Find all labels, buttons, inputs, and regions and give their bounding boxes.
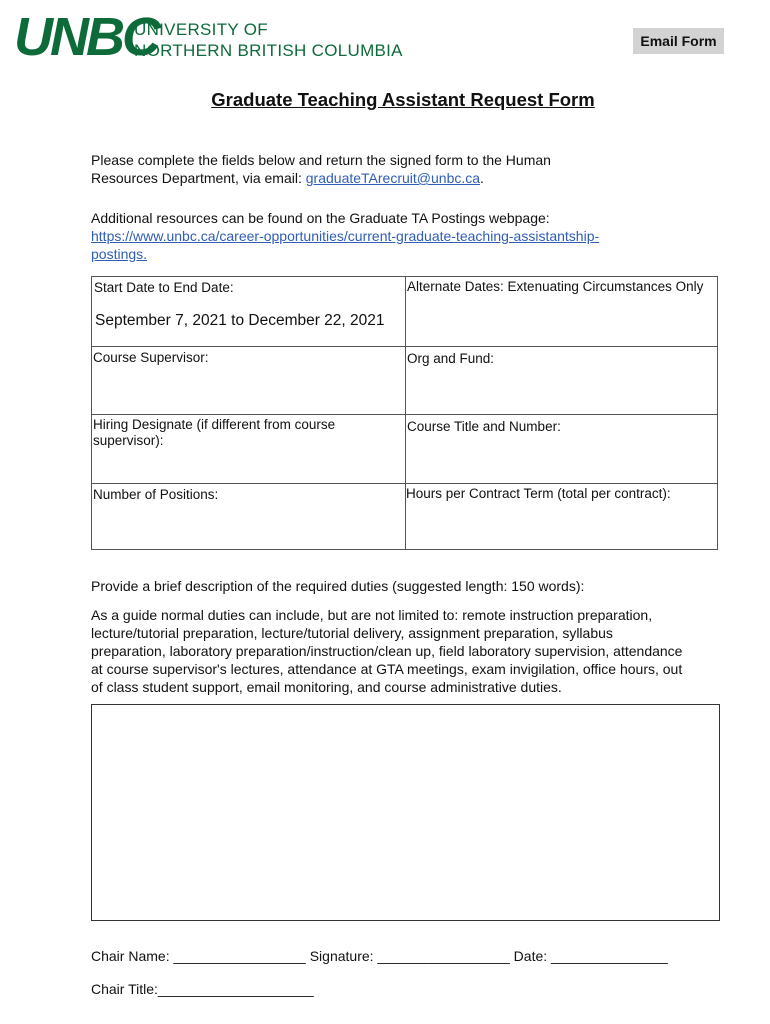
request-fields-table [91,276,718,550]
hiring-designate-line-2: supervisor): [93,433,164,448]
table-divider-row-2 [92,414,717,415]
unbc-logo [14,7,403,72]
duties-description-field[interactable] [91,704,720,921]
logo-mark: UNBC [14,7,158,67]
duties-guide-line-1: As a guide normal duties can include, but are not limited to: remote instruction preparation, [91,607,653,623]
intro-line-2-prefix: Resources Department, via email: [91,170,306,186]
hours-per-contract-label: Hours per Contract Term (total per contract): [406,486,671,501]
table-divider-row-3 [92,483,717,484]
hr-email-link[interactable]: graduateTArecruit@unbc.ca [305,170,481,186]
intro-paragraph [91,151,551,187]
logo-northern-line: NORTHERN BRITISH COLUMBIA [134,41,403,60]
chair-signature-line: Chair Name: _________________ Signature: _________________ Date: _______________ [91,948,668,964]
postings-link-line-2[interactable]: postings. [91,246,148,262]
postings-link-line-1[interactable]: https://www.unbc.ca/career-opportunities/current-graduate-teaching-assistantship- [91,228,600,244]
course-title-label: Course Title and Number: [407,419,561,434]
duties-guide-line-5: of class student support, email monitoring, and course administrative duties. [91,679,562,695]
intro-line-2-suffix: . [480,170,484,186]
number-of-positions-label: Number of Positions: [93,487,219,502]
form-title: Graduate Teaching Assistant Request Form [211,89,595,110]
duties-prompt: Provide a brief description of the required duties (suggested length: 150 words): [91,578,585,594]
email-form-button[interactable]: Email Form [633,28,724,54]
resources-line: Additional resources can be found on the Graduate TA Postings webpage: [91,210,550,226]
duties-guide-line-3: preparation, laboratory preparation/instruction/clean up, field laboratory supervision, attendance [91,643,683,659]
duties-guide [91,606,682,696]
alternate-dates-label: Alternate Dates: Extenuating Circumstances Only [407,279,704,294]
org-fund-label: Org and Fund: [407,351,495,366]
start-end-date-value[interactable]: September 7, 2021 to December 22, 2021 [95,312,385,329]
start-end-date-label: Start Date to End Date: [94,280,234,295]
duties-guide-line-2: lecture/tutorial preparation, lecture/tutorial delivery, assignment preparation, syllabus [91,625,613,641]
resources-paragraph [91,209,599,263]
hiring-designate-label [93,417,335,449]
table-divider-vertical [405,277,406,549]
hiring-designate-line-1: Hiring Designate (if different from course [93,417,336,432]
chair-title-line: Chair Title:____________________ [91,981,314,997]
course-supervisor-label: Course Supervisor: [93,350,209,365]
intro-line-1: Please complete the fields below and return the signed form to the Human [91,152,551,168]
duties-guide-line-4: at course supervisor's lectures, attendance at GTA meetings, exam invigilation, office hours, out [91,661,683,677]
intro-line-2 [91,169,551,187]
table-divider-row-1 [92,346,717,347]
logo-university-line: UNIVERSITY OF [134,20,268,39]
